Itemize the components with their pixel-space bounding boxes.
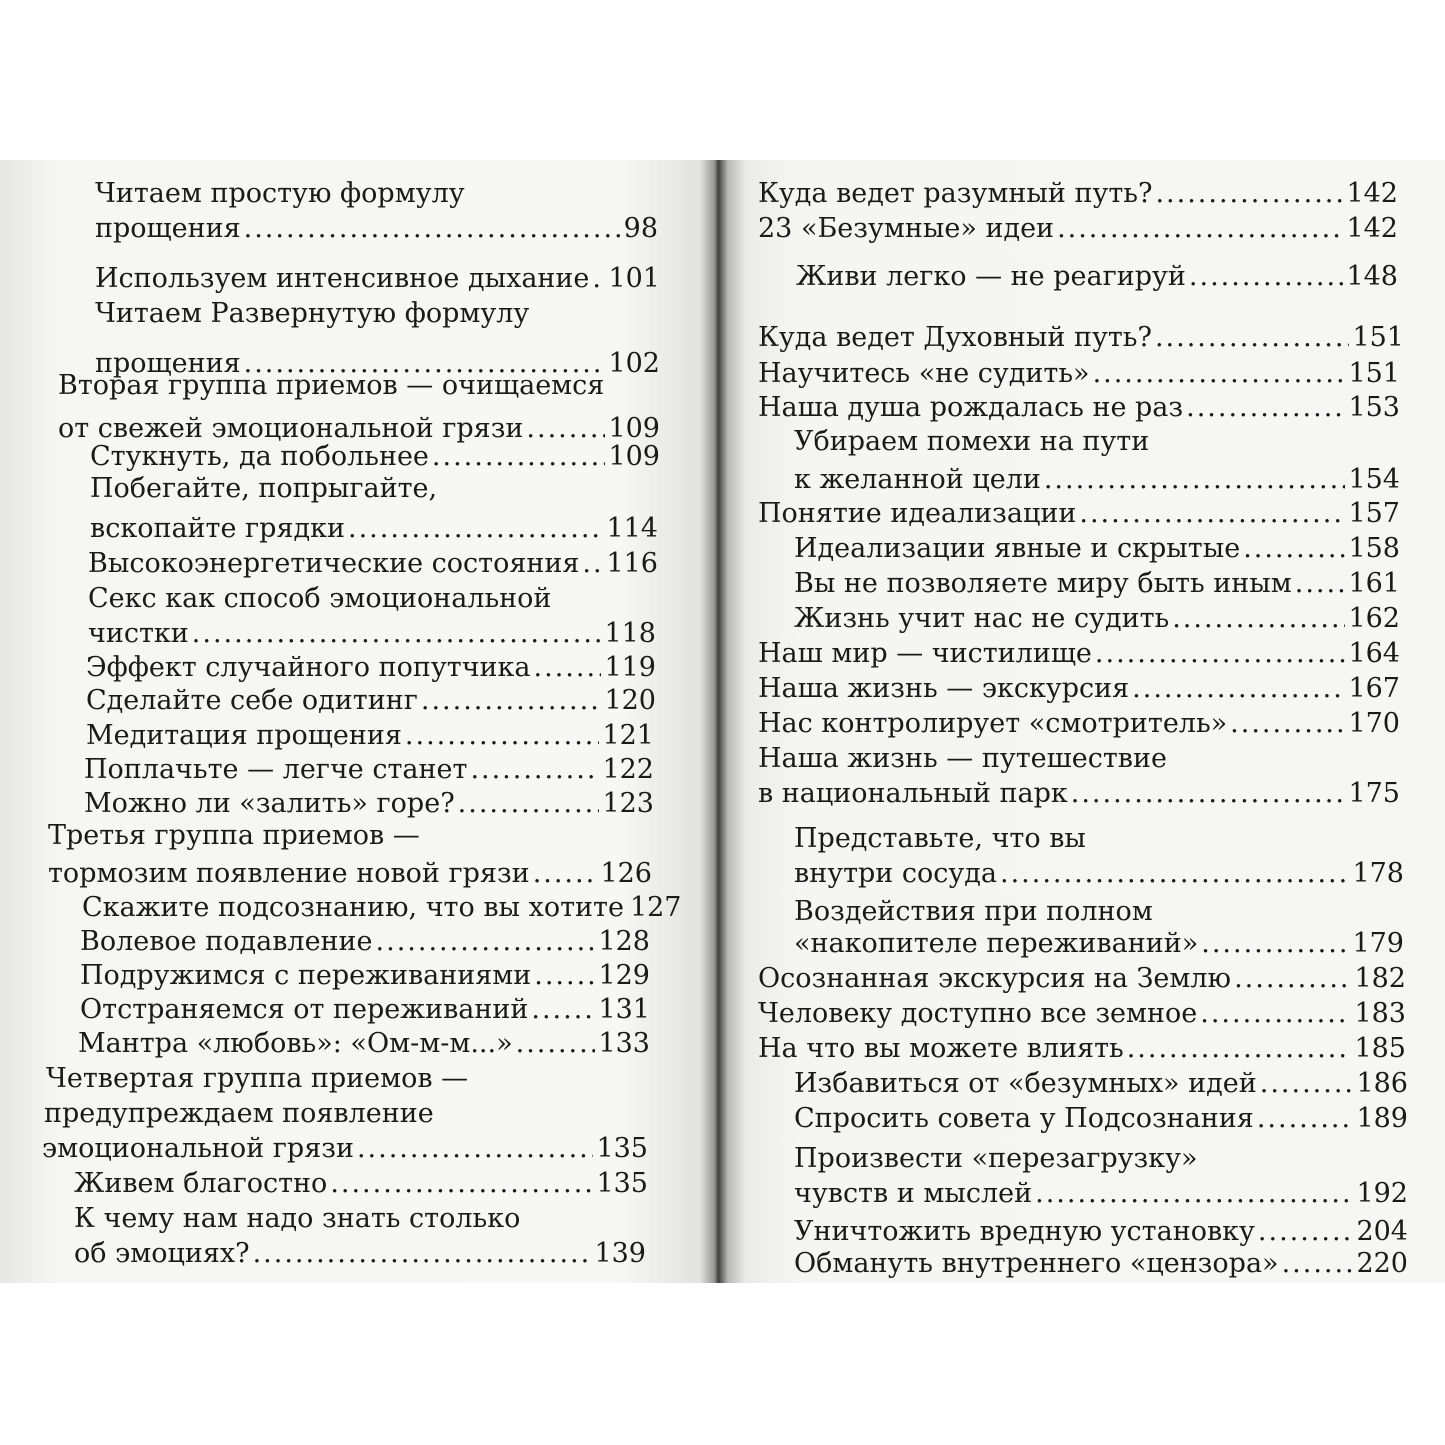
right-toc-entry <box>794 1177 1408 1211</box>
dot-leader <box>531 993 595 1027</box>
dot-leader <box>1282 1247 1354 1281</box>
entry-title: чувств и мыслей <box>794 1178 1033 1209</box>
entry-page-number: 154 <box>1348 464 1400 495</box>
entry-page-number: 126 <box>600 858 652 889</box>
right-toc-entry <box>758 997 1406 1031</box>
right-toc-entry <box>758 497 1400 531</box>
left-toc-entry <box>95 262 660 296</box>
right-toc-entry <box>758 707 1400 741</box>
entry-title: Отстраняемся от переживаний <box>80 994 529 1025</box>
entry-title: чистки <box>88 618 189 649</box>
entry-page-number: 135 <box>596 1133 648 1164</box>
entry-title: Скажите подсознанию, что вы хотите <box>82 892 624 923</box>
right-toc-entry <box>758 637 1400 671</box>
entry-page-number: 135 <box>596 1168 648 1199</box>
left-toc-entry <box>74 1237 646 1271</box>
entry-page-number: 162 <box>1348 603 1400 634</box>
left-page <box>0 160 718 1283</box>
left-toc-entry-line: К чему нам надо знать столько <box>74 1203 521 1234</box>
entry-page-number: 127 <box>629 892 682 923</box>
left-toc-entry <box>84 787 654 821</box>
entry-title: Живем благостно <box>74 1168 328 1199</box>
entry-page-number: 151 <box>1352 322 1404 353</box>
entry-page-number: 185 <box>1354 1033 1406 1064</box>
entry-page-number: 98 <box>623 213 658 244</box>
right-toc-entry <box>794 1247 1408 1281</box>
dot-leader <box>1155 177 1343 211</box>
dot-leader <box>1260 1067 1354 1101</box>
dot-leader <box>1093 357 1346 391</box>
left-toc-entry <box>42 1132 648 1166</box>
dot-leader <box>458 787 600 821</box>
dot-leader <box>357 1132 594 1166</box>
entry-page-number: 161 <box>1348 568 1400 599</box>
dot-leader <box>1079 497 1345 531</box>
left-toc-entry-line: Секс как способ эмоциональной <box>88 583 552 614</box>
entry-page-number: 133 <box>598 1028 650 1059</box>
right-toc-entry <box>758 1032 1406 1066</box>
entry-title: Волевое подавление <box>80 926 373 957</box>
left-toc-entry <box>88 547 658 581</box>
right-toc-entry <box>794 927 1404 961</box>
entry-page-number: 220 <box>1356 1248 1408 1279</box>
entry-page-number: 151 <box>1348 358 1400 389</box>
entry-title: Мантра «любовь»: «Ом-м-м...» <box>78 1028 513 1059</box>
right-toc-entry <box>794 857 1404 891</box>
right-toc-entry <box>758 357 1400 391</box>
left-toc-entry <box>86 719 654 753</box>
dot-leader <box>405 719 600 753</box>
left-toc-entry <box>80 925 650 959</box>
dot-leader <box>592 262 605 296</box>
right-toc-entry <box>794 1067 1408 1101</box>
entry-page-number: 118 <box>604 618 656 649</box>
right-toc-entry <box>794 532 1400 566</box>
entry-page-number: 122 <box>602 754 654 785</box>
entry-title: Человеку доступно все земное <box>758 998 1198 1029</box>
entry-page-number: 148 <box>1346 261 1398 292</box>
dot-leader <box>330 1167 593 1201</box>
dot-leader <box>534 959 595 993</box>
entry-page-number: 129 <box>598 960 650 991</box>
right-toc-entry <box>758 212 1398 246</box>
left-toc-entry-line: Четвертая группа приемов — <box>46 1063 469 1094</box>
dot-leader <box>533 857 598 891</box>
entry-title: Сделайте себе одитинг <box>86 685 418 716</box>
entry-title: Поплачьте — легче станет <box>84 754 468 785</box>
entry-page-number: 139 <box>594 1238 646 1269</box>
entry-title: к желанной цели <box>794 464 1041 495</box>
left-toc-entry <box>88 617 656 651</box>
left-toc-entry <box>90 440 660 474</box>
dot-leader <box>1200 997 1351 1031</box>
dot-leader <box>1295 567 1346 601</box>
entry-page-number: 192 <box>1356 1178 1408 1209</box>
entry-title: Нас контролирует «смотритель» <box>758 708 1228 739</box>
entry-page-number: 167 <box>1348 673 1400 704</box>
entry-title: Спросить совета у Подсознания <box>794 1103 1254 1134</box>
entry-page-number: 102 <box>608 348 660 379</box>
left-toc-entry <box>86 684 656 718</box>
entry-title: Эффект случайного попутчика <box>86 652 531 683</box>
entry-title: Наш мир — чистилище <box>758 638 1092 669</box>
dot-leader <box>1000 857 1349 891</box>
entry-title: Можно ли «залить» горе? <box>84 788 455 819</box>
entry-title: Медитация прощения <box>86 720 402 751</box>
entry-title: Наша душа рождалась не раз <box>758 392 1184 423</box>
entry-page-number: 121 <box>602 720 654 751</box>
book-spread <box>0 160 1445 1283</box>
entry-title: Используем интенсивное дыхание <box>95 263 590 294</box>
right-toc-entry <box>794 463 1400 497</box>
entry-title: тормозим появление новой грязи <box>48 858 530 889</box>
entry-title: Живи легко — не реагируй <box>796 261 1186 292</box>
dot-leader <box>534 651 602 685</box>
dot-leader <box>1127 1032 1352 1066</box>
entry-page-number: 175 <box>1348 778 1400 809</box>
entry-page-number: 157 <box>1348 498 1400 529</box>
dot-leader <box>192 617 602 651</box>
entry-page-number: 182 <box>1354 963 1406 994</box>
right-toc-entry <box>758 391 1400 425</box>
right-toc-entry <box>794 567 1400 601</box>
dot-leader <box>1071 777 1346 811</box>
left-toc-entry-line: Третья группа приемов — <box>48 820 420 851</box>
entry-page-number: 128 <box>598 926 650 957</box>
left-toc-entry-line: предупреждаем появление <box>44 1098 434 1129</box>
entry-page-number: 153 <box>1348 392 1400 423</box>
entry-page-number: 109 <box>608 413 660 444</box>
entry-page-number: 142 <box>1346 213 1398 244</box>
dot-leader <box>421 684 602 718</box>
entry-title: 23 «Безумные» идеи <box>758 213 1055 244</box>
entry-page-number: 178 <box>1352 858 1404 889</box>
entry-title: Избавиться от «безумных» идей <box>794 1068 1257 1099</box>
right-toc-entry <box>794 602 1400 636</box>
right-toc-entry <box>758 777 1400 811</box>
entry-title: от свежей эмоциональной грязи <box>58 413 524 444</box>
entry-page-number: 183 <box>1354 998 1406 1029</box>
dot-leader <box>470 753 599 787</box>
dot-leader <box>516 1027 596 1061</box>
entry-page-number: 170 <box>1348 708 1400 739</box>
dot-leader <box>1257 1102 1354 1136</box>
entry-title: Высокоэнергетические состояния <box>88 548 580 579</box>
right-toc-entry <box>758 177 1398 211</box>
dot-leader <box>376 925 596 959</box>
entry-title: На что вы можете влиять <box>758 1033 1124 1064</box>
left-toc-entry-line: Читаем Развернутую формулу <box>95 298 530 329</box>
dot-leader <box>1155 321 1349 355</box>
dot-leader <box>1057 212 1343 246</box>
left-toc-entry-line: Читаем простую формулу <box>95 178 465 209</box>
entry-page-number: 101 <box>608 263 660 294</box>
entry-title: Куда ведет Духовный путь? <box>758 322 1152 353</box>
dot-leader <box>582 547 603 581</box>
right-toc-entry-line: Убираем помехи на пути <box>794 426 1150 457</box>
entry-title: Наша жизнь — экскурсия <box>758 673 1130 704</box>
entry-title: внутри сосуда <box>794 858 997 889</box>
entry-title: Осознанная экскурсия на Землю <box>758 963 1232 994</box>
entry-page-number: 119 <box>604 652 656 683</box>
entry-title: Уничтожить вредную установку <box>794 1216 1255 1247</box>
left-toc-entry <box>74 1167 648 1201</box>
right-toc-entry <box>758 321 1404 355</box>
right-toc-entry <box>794 1215 1408 1249</box>
dot-leader <box>1258 1215 1354 1249</box>
right-toc-entry-line: Произвести «перезагрузку» <box>794 1143 1198 1174</box>
entry-page-number: 186 <box>1356 1068 1408 1099</box>
entry-page-number: 164 <box>1348 638 1400 669</box>
left-toc-entry <box>80 959 650 993</box>
entry-title: Понятие идеализации <box>758 498 1077 529</box>
entry-page-number: 120 <box>604 685 656 716</box>
left-toc-entry-line: Побегайте, попрыгайте, <box>90 473 438 504</box>
entry-title: Стукнуть, да побольнее <box>90 441 429 472</box>
entry-page-number: 116 <box>606 548 658 579</box>
dot-leader <box>1234 962 1351 996</box>
left-toc-entry <box>84 753 654 787</box>
right-toc-entry <box>796 260 1398 294</box>
dot-leader <box>348 512 603 546</box>
entry-title: Идеализации явные и скрытые <box>794 533 1241 564</box>
left-toc-entry <box>95 212 658 246</box>
right-toc-entry-line: Воздействия при полном <box>794 896 1153 927</box>
dot-leader <box>1172 602 1345 636</box>
left-toc-entry <box>86 651 656 685</box>
entry-page-number: 131 <box>598 994 650 1025</box>
right-page <box>718 160 1445 1283</box>
entry-title: в национальный парк <box>758 778 1068 809</box>
right-toc-entry-line: Представьте, что вы <box>794 823 1086 854</box>
dot-leader <box>253 1237 592 1271</box>
entry-page-number: 142 <box>1346 178 1398 209</box>
left-toc-entry <box>90 512 658 546</box>
entry-title: Куда ведет разумный путь? <box>758 178 1153 209</box>
entry-page-number: 204 <box>1356 1216 1408 1247</box>
dot-leader <box>1230 707 1345 741</box>
right-toc-entry <box>794 1102 1408 1136</box>
dot-leader <box>1189 260 1344 294</box>
dot-leader <box>432 440 606 474</box>
entry-title: Научитесь «не судить» <box>758 358 1090 389</box>
dot-leader <box>1132 672 1345 706</box>
entry-title: «накопителе переживаний» <box>794 928 1199 959</box>
dot-leader <box>1035 1177 1353 1211</box>
entry-page-number: 189 <box>1356 1103 1408 1134</box>
entry-title: Жизнь учит нас не судить <box>794 603 1170 634</box>
dot-leader <box>244 212 621 246</box>
entry-title: Обмануть внутреннего «цензора» <box>794 1248 1279 1279</box>
dot-leader <box>1186 391 1345 425</box>
entry-page-number: 109 <box>608 441 660 472</box>
entry-title: прощения <box>95 213 241 244</box>
right-toc-entry-line: Наша жизнь — путешествие <box>758 743 1167 774</box>
right-toc-entry <box>758 672 1400 706</box>
entry-title: эмоциональной грязи <box>42 1133 354 1164</box>
dot-leader <box>1044 463 1346 497</box>
left-toc-entry <box>80 993 650 1027</box>
entry-page-number: 179 <box>1352 928 1404 959</box>
entry-page-number: 123 <box>602 788 654 819</box>
entry-title: Подружимся с переживаниями <box>80 960 532 991</box>
entry-title: прощения <box>95 348 241 379</box>
right-toc-entry <box>758 962 1406 996</box>
entry-page-number: 114 <box>606 513 658 544</box>
left-toc-entry <box>78 1027 650 1061</box>
left-toc-entry <box>82 891 682 925</box>
left-toc-entry <box>48 857 652 891</box>
dot-leader <box>1243 532 1345 566</box>
left-toc-entry-line: Вторая группа приемов — очищаемся <box>58 370 605 401</box>
dot-leader <box>1201 927 1349 961</box>
entry-title: Вы не позволяете миру быть иным <box>794 568 1292 599</box>
entry-title: вскопайте грядки <box>90 513 345 544</box>
dot-leader <box>1095 637 1346 671</box>
entry-page-number: 158 <box>1348 533 1400 564</box>
entry-title: об эмоциях? <box>74 1238 250 1269</box>
